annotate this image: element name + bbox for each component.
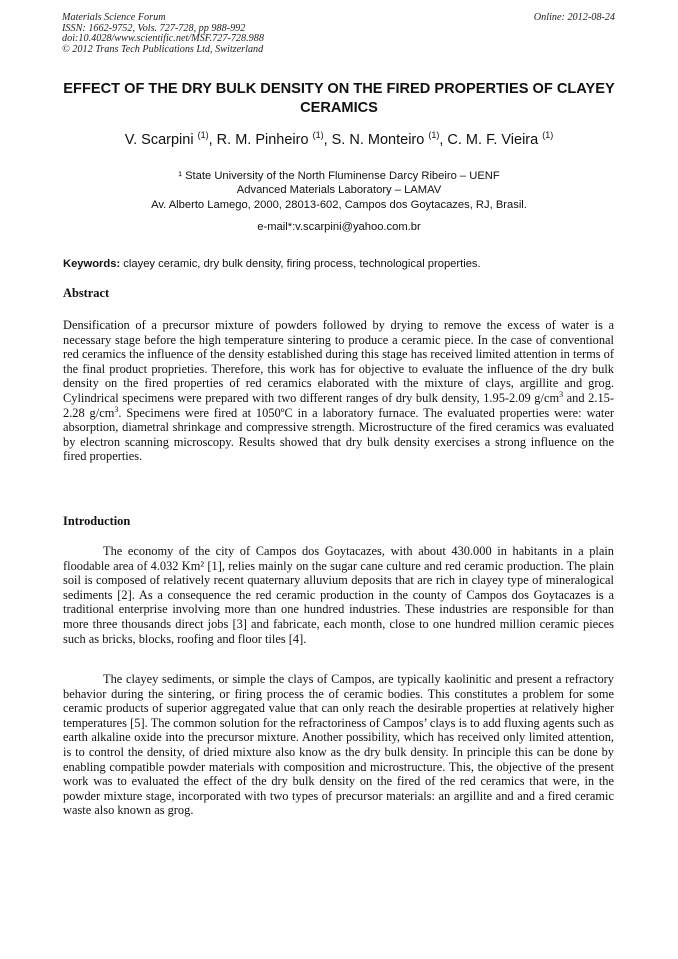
author-separator: , xyxy=(208,132,217,148)
journal-copyright: © 2012 Trans Tech Publications Ltd, Switzerland xyxy=(62,43,264,55)
abstract-text-part: and 2.15-2.28 g/cm xyxy=(63,390,614,420)
affiliation-line: ¹ State University of the North Fluminense Darcy Ribeiro – UENF xyxy=(178,170,500,182)
affiliation-line: Advanced Materials Laboratory – LAMAV xyxy=(236,184,442,197)
author-affiliation-mark: (1) xyxy=(197,130,209,140)
affiliation-line: Av. Alberto Lamego, 2000, 28013-602, Campos dos Goytacazes, RJ, Brasil. xyxy=(151,198,527,211)
author-name: S. N. Monteiro xyxy=(331,132,425,148)
author-separator: , xyxy=(439,132,448,148)
introduction-heading: Introduction xyxy=(63,514,131,528)
author-affiliation-mark: (1) xyxy=(542,130,554,140)
abstract-text-part: Densification of a precursor mixture of powders followed by drying to remove the excess of water is a necessary stage before the high temperature sintering to produce a ceramic piece. In the case of conventional red ceramics the influence of the density established during this stage has received limited attention in terms of the final product proprieties. Therefore, this work has for objective to evaluate the influence of the dry bulk density on the fired properties of red ceramics elaborated with the mixture of clays, argillite and grog. Cylindrical specimens were prepared with two different ranges of dry bulk density, 1.95-2.09 g/cm xyxy=(63,318,614,405)
journal-issn: ISSN: 1662-9752, Vols. 727-728, pp 988-992 xyxy=(62,22,246,34)
contact-email: e-mail*:v.scarpini@yahoo.com.br xyxy=(257,221,421,233)
superscript: 3 xyxy=(114,404,119,414)
online-date: Online: 2012-08-24 xyxy=(533,12,615,23)
superscript: 3 xyxy=(559,389,564,399)
abstract-heading: Abstract xyxy=(63,286,110,300)
journal-header xyxy=(62,13,264,55)
abstract-text xyxy=(63,318,614,464)
paper-title: EFFECT OF THE DRY BULK DENSITY ON THE FIRED PROPERTIES OF CLAYEY CERAMICS xyxy=(63,81,615,116)
author-affiliation-mark: (1) xyxy=(428,130,440,140)
author-list xyxy=(40,131,638,149)
journal-doi: doi:10.4028/www.scientific.net/MSF.727-728.988 xyxy=(62,33,264,45)
author-name: V. Scarpini xyxy=(124,132,194,148)
keywords xyxy=(63,257,619,271)
author-name: C. M. F. Vieira xyxy=(447,132,539,148)
author-separator: , xyxy=(323,132,332,148)
affiliation-block xyxy=(40,169,638,212)
author-affiliation-mark: (1) xyxy=(312,130,324,140)
keywords-label: Keywords: xyxy=(63,258,121,270)
author-name: R. M. Pinheiro xyxy=(216,132,309,148)
introduction-paragraph-1: The economy of the city of Campos dos Goytacazes, with about 430.000 in habitants in a plain floodable area of 4.032 Km² [1], relies mainly on the sugar cane culture and red ceramic production. The plain soil is composed of relatively recent quaternary alluvium deposits that are rich in clayey type of mineralogical sediments [2]. As a consequence the red ceramic production in the county of Campos dos Goytacazes is a traditional enterprise involving more than one hundred industries. These industries are responsible for than more three thousands direct jobs [3] and fabricate, each month, close to one hundred million ceramic pieces such as bricks, blocks, roofing and floor tiles [4]. xyxy=(63,544,614,646)
introduction-paragraph-2: The clayey sediments, or simple the clays of Campos, are typically kaolinitic and present a refractory behavior during the sintering, or firing process the of ceramic bodies. This constitutes a problem for some ceramic products of superior aggregated value that can only reach the desirable properties at relatively higher temperatures [5]. The common solution for the refractoriness of Campos’ clays is to add fluxing agents such as earth alkaline oxide into the precursor mixture. Another possibility, which has received only limited attention, is to control the density, of dried mixture also know as the dry bulk density. In principle this can be done by enabling compatible powder materials with composition and microstructure. This, the objective of the present work was to evaluated the effect of the dry bulk density on the fired of the red ceramics that were, in the powder mixture stage, incorporated with two types of precursor materials: an argillite and and a fired ceramic waste also known as grog. xyxy=(63,672,614,818)
abstract-text-part: . Specimens were fired at 1050ºC in a laboratory furnace. The evaluated properties were: water absorption, diametral shrinkage and compressive strength. Microstructure of the fired ceramics was evaluated by electron scanning microscopy. Results showed that dry bulk density exercises a strong influence on the fired properties. xyxy=(63,405,614,464)
keywords-text: clayey ceramic, dry bulk density, firing process, technological properties. xyxy=(120,258,481,270)
journal-name: Materials Science Forum xyxy=(62,12,166,23)
